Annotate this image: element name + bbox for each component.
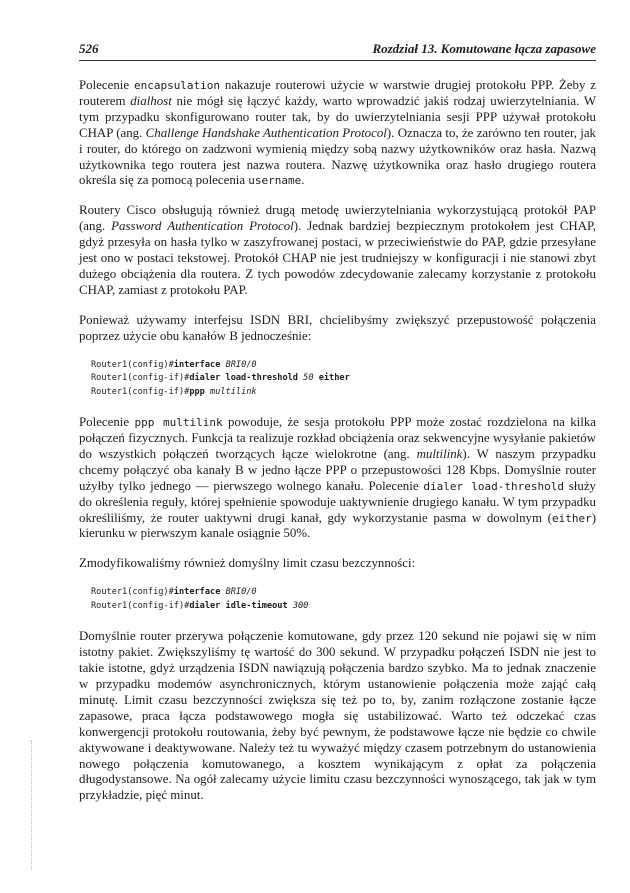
inline-code: dialer load-threshold [423, 479, 564, 493]
code-prompt: Router1(config-if)# [91, 386, 190, 397]
code-prompt: Router1(config-if)# [91, 373, 190, 384]
code-command: interface [173, 359, 221, 370]
paragraph-pap [79, 203, 596, 298]
text-run: służy do określenia reguły, której spełnienie spowoduje uaktywnienie drugiego kanału. W tym przypadku określiliśmy, że router uaktywni drugi kanał, gdy wykorzystanie pasma w dowolnym ( [79, 478, 596, 525]
text-run: ) kierunku w pierwszym kanale osiągnie 50%. [79, 510, 596, 541]
code-command: interface [173, 587, 221, 598]
emphasis: Password Authentication Protocol [111, 219, 294, 234]
code-argument: BRI0/0 [225, 359, 257, 370]
code-command: ppp [189, 386, 205, 397]
chapter-title: Rozdział 13. Komutowane łącza zapasowe [372, 41, 596, 56]
emphasis: dialhost [130, 93, 172, 108]
text-run: powoduje, że sesja protokołu PPP może zostać rozdzielona na kilka połączeń fizycznych. Funkcja ta realizuje rozkład obciążenia oraz sekwencyjne wysyłanie pakietów do wszystkich połączeń tworzących łącze wielokrotne (ang. [79, 415, 596, 461]
page-number: 526 [79, 41, 99, 56]
code-command: dialer idle-timeout [189, 600, 288, 611]
text-run: Routery Cisco obsługują również drugą metodę uwierzytelniania wykorzystującą protokół PAP (ang. [79, 203, 596, 234]
code-argument: 300 [292, 600, 309, 611]
code-prompt: Router1(config)# [91, 359, 174, 370]
running-header [79, 41, 596, 61]
inline-code: ppp multilink [134, 416, 223, 430]
paragraph-ppp-multilink [79, 415, 596, 542]
code-block-idle-timeout [91, 586, 596, 613]
paragraph-idle-limit: Zmodyfikowaliśmy również domyślny limit czasu bezczynności: [79, 556, 416, 571]
paragraph-encapsulation [79, 78, 596, 189]
code-argument: multilink [210, 386, 257, 397]
code-prompt: Router1(config-if)# [91, 600, 190, 611]
text-run: ). Jednak bardziej bezpiecznym protokołem jest CHAP, gdyż przesyła on hasła tylko w zaszyfrowanej postaci, w przeciwieństwie do PAP, gdzie przesyłane jest ono w postaci tekstowej. Protokół CHAP nie jest trudniejszy w konfiguracji i nie stanowi zbyt dużego obciążenia dla routera. Z tych powodów zdecydowanie zalecamy korzystanie z protokołu CHAP, zamiast z protokołu PAP. [79, 219, 596, 297]
text-run: nakazuje routerowi użycie w warstwie drugiej protokołu PPP. Żeby z routerem [79, 78, 596, 108]
emphasis: Challenge Handshake Authentication Protocol [145, 125, 387, 140]
emphasis: multilink [416, 446, 463, 461]
code-command: either [318, 373, 350, 384]
text-run: . [301, 173, 305, 188]
text-run: Polecenie [79, 78, 134, 92]
text-run: nie mógł się łączyć każdy, warto wprowadzić jakiś rodzaj uwierzytelniania. W tym przypadku skonfigurowano router tak, by do uwierzytelniania sesji PPP używał protokołu CHAP (ang. [79, 93, 597, 140]
inline-code: either [551, 511, 592, 525]
code-command: dialer load-threshold [189, 373, 298, 384]
code-argument: 50 [303, 373, 314, 384]
code-block-multilink [91, 359, 596, 400]
text-run: Polecenie [79, 415, 135, 430]
code-prompt: Router1(config)# [91, 587, 174, 598]
inline-code: encapsulation [133, 79, 221, 92]
margin-mark [31, 740, 34, 870]
paragraph-idle-timeout-explanation: Domyślnie router przerywa połączenie komutowane, gdy przez 120 sekund nie pojawi się w nim istotny pakiet. Zwiększyliśmy tę wartość do 300 sekund. W przypadku połączeń ISDN nie jest to takie istotne, gdyż urządzenia ISDN nawiązują połączenia bardzo szybko. Ma to jednak znaczenie w przypadku modemów asynchronicznych, którym ustanowienie połączenia może zająć całą minutę. Limit czasu bezczynności zwiększa się też po to, by, zanim rozłączone zostanie łącze zapasowe, praca łącza podstawowego mogła się ustabilizować. Warto też odczekać czas konwergencji protokołu routowania, żeby być pewnym, że podstawowe łącze nie będzie co chwile aktywowane i deaktywowane. Należy też tu wyważyć między czasem potrzebnym do ustanowienia nowego połączenia komutowanego, a kosztem wynikającym z opłat za połączenia długodystansowe. Na ogół zalecamy użycie limitu czasu bezczynności wynoszącego, tak jak w tym przykładzie, pięć minut. [79, 629, 596, 803]
text-run: ). W naszym przypadku chcemy połączyć oba kanały B w jedno łącze PPP o przepustowości 128 Kbps. Domyślnie router użyłby tylko jednego — pierwszego wolnego kanału. Polecenie [79, 446, 597, 493]
text-run: ). Oznacza to, że zarówno ten router, jak i router, do którego on zadzwoni wymienią między sobą nazwy użytkowników oraz hasła. Nazwą użytkownika tego routera jest nazwa routera. Nazwę użytkownika oraz hasło drugiego routera określa się za pomocą polecenia [79, 125, 597, 188]
code-argument: BRI0/0 [225, 587, 257, 598]
inline-code: username [248, 174, 302, 188]
page-body [79, 78, 596, 818]
paragraph-isdn-bri: Ponieważ używamy interfejsu ISDN BRI, chcielibyśmy zwiększyć przepustowość połączenia poprzez użycie obu kanałów B jednocześnie: [79, 312, 596, 343]
